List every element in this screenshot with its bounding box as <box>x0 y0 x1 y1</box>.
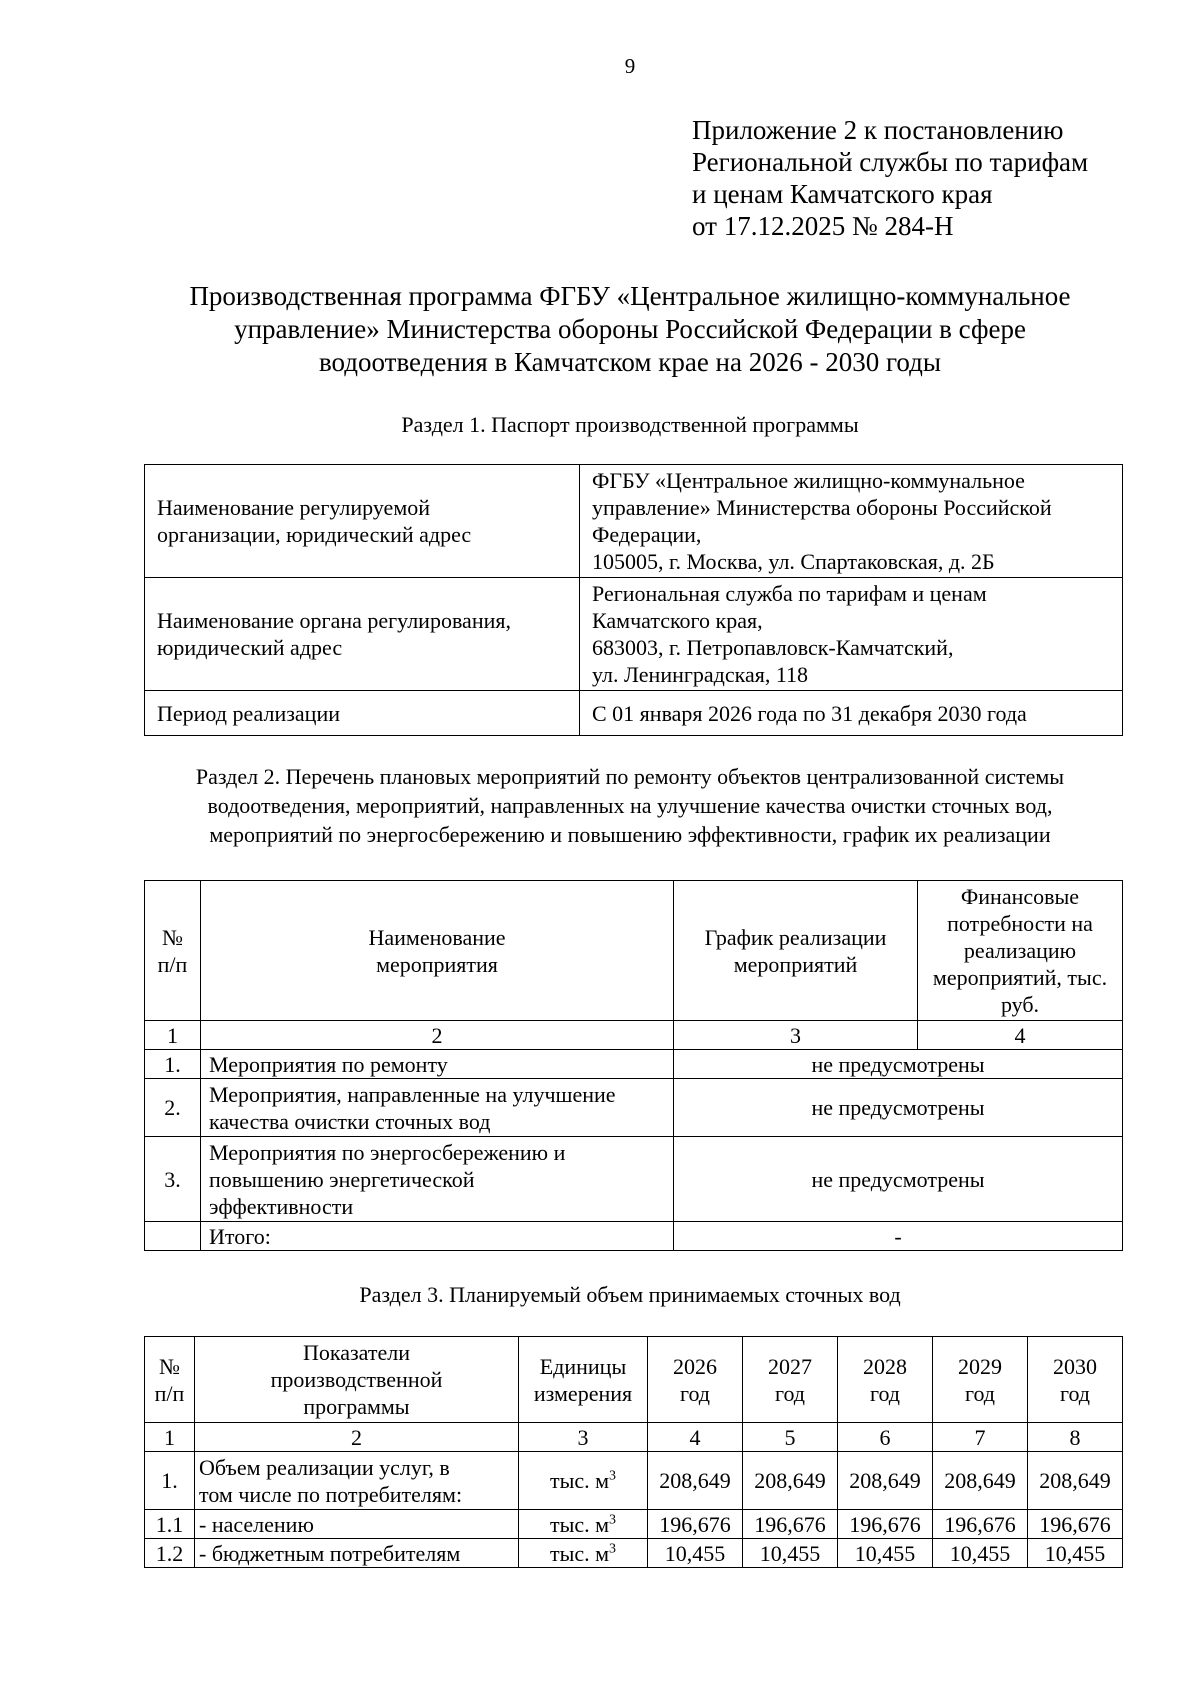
header-year-cell <box>933 1337 1028 1423</box>
column-number: 1 <box>145 1423 195 1452</box>
measure-value: не предусмотрены <box>674 1079 1123 1137</box>
cell-line: Период реализации <box>157 700 341 726</box>
unit-text: тыс. м <box>549 1540 610 1566</box>
cell-line: потребности на <box>947 911 1093 936</box>
value-cell: 10,455 <box>1028 1539 1123 1568</box>
row-number <box>145 1222 201 1251</box>
cell-line: Показатели <box>302 1340 411 1365</box>
column-number-row <box>145 1021 1123 1050</box>
column-number: 5 <box>743 1423 838 1452</box>
title-line: управление» Министерства обороны Российской Федерации в сфере <box>234 314 1026 344</box>
cell-line: Региональная служба по тарифам и ценам <box>592 581 987 606</box>
passport-label <box>145 465 580 578</box>
table-row <box>145 1539 1123 1568</box>
cell-line: Наименование <box>368 924 506 950</box>
cell-line: руб. <box>1000 992 1040 1017</box>
cell-line: Итого: <box>209 1223 271 1249</box>
measure-value: не предусмотрены <box>674 1137 1123 1222</box>
table-row <box>145 1079 1123 1137</box>
table-row <box>145 465 1123 578</box>
year-label: 2029 <box>958 1353 1002 1379</box>
column-number-row <box>145 1423 1123 1452</box>
header-cell <box>195 1337 519 1423</box>
passport-table <box>144 464 1123 736</box>
section2-heading <box>130 762 1130 849</box>
passport-value <box>580 578 1123 691</box>
header-cell <box>674 881 918 1021</box>
passport-value <box>580 465 1123 578</box>
row-number: 1. <box>145 1050 201 1079</box>
cell-line: измерения <box>533 1380 633 1406</box>
value-cell: 208,649 <box>648 1452 743 1510</box>
column-number: 3 <box>519 1423 648 1452</box>
column-number: 7 <box>933 1423 1028 1452</box>
column-number: 3 <box>674 1021 918 1050</box>
heading-line: водоотведения, мероприятий, направленных на улучшение качества очистки сточных вод, <box>207 793 1053 818</box>
cell-line: Мероприятия по энергосбережению и <box>209 1139 566 1165</box>
title-line: водоотведения в Камчатском крае на 2026 - 2030 годы <box>318 347 941 377</box>
value-cell: 196,676 <box>743 1510 838 1539</box>
cell-line: мероприятия <box>376 951 498 977</box>
table-header-row <box>145 1337 1123 1423</box>
value-cell: 10,455 <box>743 1539 838 1568</box>
cell-line: Финансовые <box>960 884 1080 909</box>
cell-line: Наименование регулируемой <box>157 495 431 520</box>
unit-superscript: 3 <box>609 1468 617 1484</box>
measure-name <box>201 1079 674 1137</box>
value-cell: 208,649 <box>1028 1452 1123 1510</box>
value-cell: 208,649 <box>743 1452 838 1510</box>
cell-line: - бюджетным потребителям <box>199 1540 461 1566</box>
column-number: 2 <box>195 1423 519 1452</box>
section1-heading: Раздел 1. Паспорт производственной программы <box>401 412 859 437</box>
header-year-cell <box>1028 1337 1123 1423</box>
value-cell: 208,649 <box>838 1452 933 1510</box>
cell-line: реализацию <box>963 938 1077 963</box>
measure-name <box>201 1222 674 1251</box>
appendix-header <box>692 114 1192 242</box>
table-header-row <box>145 881 1123 1021</box>
table-row <box>145 1452 1123 1510</box>
value-cell: 196,676 <box>1028 1510 1123 1539</box>
cell-line: ул. Ленинградская, 118 <box>592 662 809 687</box>
appendix-line: от 17.12.2025 № 284-Н <box>692 211 954 241</box>
row-number: 1.1 <box>145 1510 195 1539</box>
passport-label <box>145 578 580 691</box>
row-number: 1.2 <box>145 1539 195 1568</box>
header-cell <box>145 881 201 1021</box>
measure-name <box>201 1137 674 1222</box>
cell-line: мероприятий <box>733 951 858 977</box>
measure-name <box>201 1050 674 1079</box>
table-row <box>145 1510 1123 1539</box>
year-label: 2030 <box>1053 1353 1097 1379</box>
row-number: 1. <box>145 1452 195 1510</box>
measures-table <box>144 880 1123 1251</box>
year-label: 2028 <box>863 1353 907 1379</box>
row-number: 2. <box>145 1079 201 1137</box>
header-year-cell <box>648 1337 743 1423</box>
cell-line: Федерации, <box>592 522 702 547</box>
cell-line: производственной <box>270 1367 443 1392</box>
passport-label <box>145 691 580 736</box>
indicator-name <box>195 1452 519 1510</box>
indicator-name <box>195 1539 519 1568</box>
header-cell <box>201 881 674 1021</box>
unit-superscript: 3 <box>609 1541 617 1557</box>
cell-line: 105005, г. Москва, ул. Спартаковская, д. 2Б <box>592 549 995 574</box>
cell-line: программы <box>303 1394 410 1419</box>
cell-line: качества очистки сточных вод <box>209 1108 491 1134</box>
cell-line: эффективности <box>209 1193 354 1219</box>
cell-line: Мероприятия, направленные на улучшение <box>209 1081 616 1107</box>
header-year-cell <box>743 1337 838 1423</box>
cell-line: - населению <box>199 1511 314 1537</box>
cell-line: № <box>159 1353 180 1379</box>
cell-line: п/п <box>157 951 188 977</box>
cell-line: № <box>162 924 183 950</box>
cell-line: ФГБУ «Центральное жилищно-коммунальное <box>592 468 1025 493</box>
column-number: 4 <box>918 1021 1123 1050</box>
year-word: год <box>1059 1380 1091 1406</box>
column-number: 1 <box>145 1021 201 1050</box>
measure-value: не предусмотрены <box>674 1050 1123 1079</box>
cell-line: С 01 января 2026 года по 31 декабря 2030 года <box>592 700 1027 726</box>
cell-line: 683003, г. Петропавловск-Камчатский, <box>592 635 954 660</box>
measure-value: - <box>674 1222 1123 1251</box>
header-cell <box>519 1337 648 1423</box>
year-word: год <box>964 1380 996 1406</box>
value-cell: 10,455 <box>933 1539 1028 1568</box>
table-row <box>145 578 1123 691</box>
volume-table <box>144 1336 1123 1568</box>
value-cell: 196,676 <box>838 1510 933 1539</box>
header-cell <box>145 1337 195 1423</box>
unit-text: тыс. м <box>549 1468 610 1493</box>
document-title <box>100 280 1160 379</box>
year-word: год <box>679 1380 711 1406</box>
cell-line: управление» Министерства обороны Российской <box>592 495 1052 520</box>
cell-line: Объем реализации услуг, в <box>199 1454 450 1480</box>
cell-line: Мероприятия по ремонту <box>209 1051 448 1077</box>
year-label: 2027 <box>768 1353 812 1379</box>
value-cell: 196,676 <box>648 1510 743 1539</box>
unit-cell <box>519 1452 648 1510</box>
header-cell <box>918 881 1123 1021</box>
value-cell: 10,455 <box>648 1539 743 1568</box>
cell-line: п/п <box>154 1380 185 1406</box>
cell-line: График реализации <box>704 924 887 950</box>
appendix-line: и ценам Камчатского края <box>692 179 993 209</box>
appendix-line: Региональной службы по тарифам <box>692 147 1089 177</box>
cell-line: Наименование органа регулирования, <box>157 608 511 633</box>
page-number: 9 <box>624 54 636 78</box>
cell-line: том числе по потребителям: <box>199 1481 463 1507</box>
unit-text: тыс. м <box>549 1511 610 1537</box>
year-label: 2026 <box>673 1353 717 1379</box>
year-word: год <box>774 1380 806 1406</box>
value-cell: 196,676 <box>933 1510 1028 1539</box>
heading-line: Раздел 2. Перечень плановых мероприятий по ремонту объектов централизованной системы <box>195 764 1065 789</box>
unit-superscript: 3 <box>609 1512 617 1528</box>
header-year-cell <box>838 1337 933 1423</box>
cell-line: Камчатского края, <box>592 608 763 633</box>
section3-heading: Раздел 3. Планируемый объем принимаемых сточных вод <box>359 1282 901 1307</box>
cell-line: юридический адрес <box>157 635 343 660</box>
unit-cell <box>519 1510 648 1539</box>
row-number: 3. <box>145 1137 201 1222</box>
table-row <box>145 691 1123 736</box>
unit-cell <box>519 1539 648 1568</box>
value-cell: 10,455 <box>838 1539 933 1568</box>
cell-line: Единицы <box>539 1353 627 1379</box>
value-cell: 208,649 <box>933 1452 1028 1510</box>
column-number: 2 <box>201 1021 674 1050</box>
table-row <box>145 1137 1123 1222</box>
cell-line: организации, юридический адрес <box>157 522 472 547</box>
cell-line: мероприятий, тыс. <box>932 965 1108 990</box>
heading-line: мероприятий по энергосбережению и повышению эффективности, график их реализации <box>209 822 1051 847</box>
appendix-line: Приложение 2 к постановлению <box>692 115 1064 145</box>
table-row <box>145 1050 1123 1079</box>
column-number: 6 <box>838 1423 933 1452</box>
column-number: 4 <box>648 1423 743 1452</box>
passport-value <box>580 691 1123 736</box>
cell-line: повышению энергетической <box>209 1166 475 1192</box>
indicator-name <box>195 1510 519 1539</box>
title-line: Производственная программа ФГБУ «Центральное жилищно-коммунальное <box>189 281 1071 311</box>
column-number: 8 <box>1028 1423 1123 1452</box>
table-row-total <box>145 1222 1123 1251</box>
year-word: год <box>869 1380 901 1406</box>
